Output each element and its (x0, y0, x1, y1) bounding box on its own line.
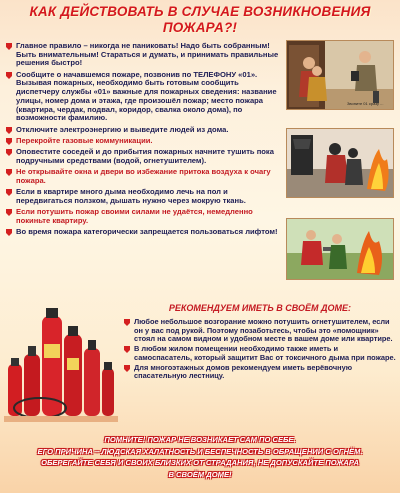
photo-fighting-fire (286, 218, 394, 280)
rule-item (6, 208, 282, 225)
rule-text: Перекройте газовые коммуникации. (16, 135, 153, 145)
fighting-fire-illustration (287, 219, 393, 279)
footer-line1: ПОМНИТЕ! ПОЖАР НЕ ВОЗНИКАЕТ САМ ПО СЕБЕ. (104, 435, 296, 444)
bullet-marker-icon (6, 169, 12, 176)
recommend-list (124, 318, 396, 382)
rule-text: Если потушить пожар своими силами не удаётся, немедленно покиньте квартиру. (16, 207, 253, 225)
photo-phone-call (286, 40, 394, 110)
bullet-marker-icon (6, 209, 12, 216)
phone-call-illustration (287, 41, 393, 109)
photo-extinguishing (286, 128, 394, 198)
poster-title-line2: ПОЖАРА?! (162, 20, 238, 35)
bullet-marker-icon (6, 138, 12, 145)
recommend-title: РЕКОМЕНДУЕМ ИМЕТЬ В СВОЁМ ДОМЕ: (168, 303, 352, 313)
rule-text: Сообщите о начавшемся пожаре, позвонив по ТЕЛЕФОНУ «01». Вызывая пожарных, необходимо быть готовым сообщить диспетчеру службы «01» важные для пожарных сведения: название улицы, номер дома и этажа, где произошёл пожар; место пожара (квартира, чердак, подвал, коридор, свалка около дома), по возможности фамилию. (16, 69, 277, 123)
bullet-marker-icon (6, 127, 12, 134)
extinguishers-graphic (4, 304, 118, 426)
rule-text: Отключите электроэнергию и выведите людей из дома. (16, 124, 229, 134)
footer-line2: ЕГО ПРИЧИНА – ЛЮДСКАЯ ХАЛАТНОСТЬ И БЕСПЕЧНОСТЬ В ОБРАЩЕНИИ С ОГНЁМ. (37, 446, 363, 456)
recommend-text: Любое небольшое возгорание можно потушить огнетушителем, если он у вас под рукой. Поэтому позаботьтесь, чтобы это «помощник» стоял на самом видном и удобном месте в вашем доме или квартире. (134, 317, 393, 344)
rule-item (6, 137, 282, 146)
recommend-text: В любом жилом помещении необходимо также иметь и самоспасатель, который защитит Вас от токсичного дыма при пожаре. (134, 344, 396, 362)
rule-item (6, 42, 282, 68)
bullet-marker-icon (6, 72, 12, 79)
rule-item (6, 71, 282, 123)
recommend-text: Для многоэтажных домов рекомендуем иметь верёвочную спасательную лестницу. (134, 362, 353, 381)
rule-item (6, 126, 282, 135)
bullet-marker-icon (124, 346, 130, 353)
poster-title (0, 4, 400, 36)
rule-item (6, 148, 282, 165)
rule-text: Во время пожара категорически запрещается пользоваться лифтом! (16, 227, 278, 237)
bullet-marker-icon (6, 43, 12, 50)
rule-item (6, 168, 282, 185)
recommend-item (124, 345, 396, 362)
rule-item (6, 228, 282, 237)
bullet-marker-icon (124, 319, 130, 326)
bullet-marker-icon (124, 365, 130, 372)
rule-item (6, 188, 282, 205)
footer-warning (0, 434, 400, 480)
footer-line4: В СВОЁМ ДОМЕ! (168, 469, 232, 479)
rule-text: Если в квартире много дыма необходимо лечь на пол и передвигаться ползком, дышать нужно через мокрую ткань. (16, 187, 246, 205)
extinguishing-illustration (287, 129, 393, 197)
footer-line3: ОБЕРЕГАЙТЕ СЕБЯ И СВОИХ БЛИЗКИХ ОТ СТРАДАНИЯ, НЕ ДОПУСКАЙТЕ ПОЖАРА (41, 458, 359, 467)
recommend-item (124, 318, 396, 344)
photo-caption: Звоните 01 сразу ... (347, 101, 384, 106)
bullet-marker-icon (6, 189, 12, 196)
rule-text: Оповестите соседей и до прибытия пожарных начните тушить пока подручными средствами (водой, огнетушителем). (16, 147, 274, 165)
bullet-marker-icon (6, 229, 12, 236)
rule-text: Главное правило – никогда не паниковать! Надо быть собранным! Быть внимательным! Стараться и думать, и принимать правильные решения быстро! (16, 41, 279, 68)
bullet-marker-icon (6, 149, 12, 156)
rules-list (6, 42, 282, 239)
poster-title-line1: КАК ДЕЙСТВОВАТЬ В СЛУЧАЕ ВОЗНИКНОВЕНИЯ (29, 4, 371, 19)
rule-text: Не открывайте окна и двери во избежание притока воздуха к очагу пожара. (16, 167, 271, 185)
fire-extinguishers-illustration (4, 304, 118, 426)
recommend-item (124, 364, 396, 381)
